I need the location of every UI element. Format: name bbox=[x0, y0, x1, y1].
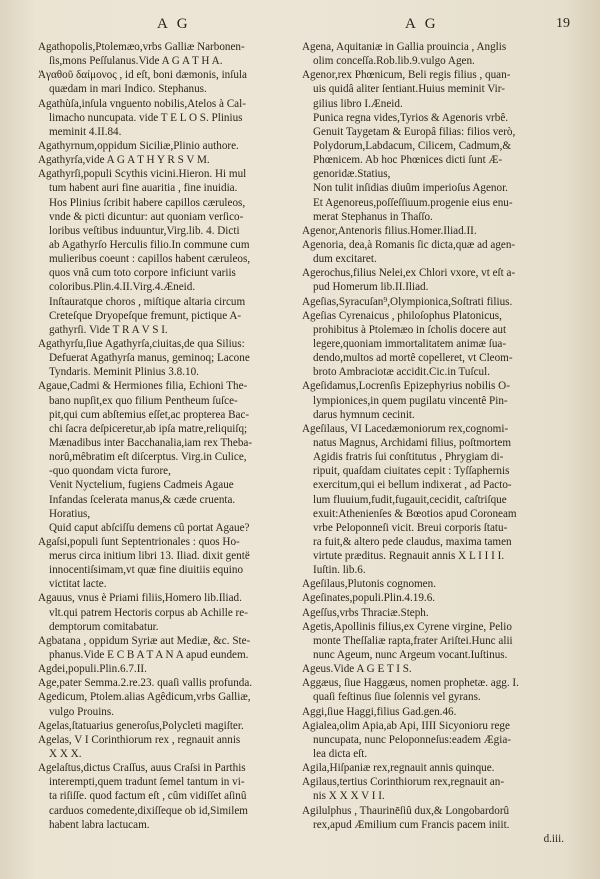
text-line: Aggi,ſiue Haggi,filius Gad.gen.46. bbox=[302, 705, 457, 718]
text-line: Ageus.Vide A G E T I S. bbox=[302, 663, 412, 676]
text-line: norû,mêbratim eſt diſcerptus. Virg.in Culice, bbox=[49, 451, 247, 464]
text-line: exuit:Athenienſes & Bœotios apud Coroneam bbox=[313, 507, 517, 520]
text-line: Non tulit inſidias diuûm imperioſus Agenor. bbox=[313, 182, 508, 195]
text-line: Mænadibus inter Bacchanalia,iam rex Theba- bbox=[49, 436, 253, 449]
text-line: ſis,mons Peſſulanus.Vide A G A T H A. bbox=[49, 55, 223, 68]
text-line: gathyrſi. Vide T R A V S I. bbox=[49, 323, 168, 336]
text-line: Agathùſa,inſula vnguento nobilis,Atelos à Cal- bbox=[38, 97, 246, 110]
text-line: ra fuit,& altero pede claudus, maxima tamen bbox=[313, 535, 512, 548]
text-line: bano nupſit,ex quo filium Pentheum ſuſce- bbox=[49, 394, 238, 407]
left-head-letters: A G bbox=[157, 16, 191, 32]
text-line: darus hymnum cecinit. bbox=[313, 408, 415, 421]
text-line: Agelas, V I Corinthiorum rex , regnauit annis bbox=[38, 733, 241, 746]
text-line: Agelaſtus,dictus Craſſus, auus Craſsi in Parthis bbox=[38, 762, 246, 775]
text-line: Creteſque Dryopeſque fremunt, pictique A- bbox=[49, 309, 242, 322]
text-line: rex,apud Æmilium cum Francis pacem iniit. bbox=[313, 818, 510, 831]
text-line: olim conceſſa.Rob.lib.9.vulgo Agen. bbox=[313, 55, 475, 68]
text-line: Agetis,Apollinis filius,ex Cyrene virgine, Pelio bbox=[302, 620, 512, 633]
text-line: Ageſſus,vrbs Thraciæ.Steph. bbox=[302, 606, 429, 619]
text-line: interempti,quem tradunt ſemel tantum in vi- bbox=[49, 776, 245, 789]
text-line: Inſtauratque choros , miſtique altaria circum bbox=[49, 295, 246, 308]
text-line: Et Agenoreus,poſſeſſiuum.progenie eius enu- bbox=[313, 196, 513, 209]
text-line: pud Homerum lib.II.Iliad. bbox=[313, 281, 429, 294]
text-line: Agenor,rex Phœnicum, Beli regis filius , quan- bbox=[302, 69, 511, 82]
text-line: Age,pater Semma.2.re.23. quaſi vallis profunda. bbox=[38, 677, 253, 690]
text-line: Agathyrſu,ſiue Agathyrſa,ciuitas,de qua Silius: bbox=[38, 337, 245, 350]
right-column bbox=[302, 40, 564, 846]
text-line: merat Stephanus in Thaſſo. bbox=[313, 210, 433, 223]
text-line: genoridæ.Statius, bbox=[313, 168, 391, 181]
text-line: limacho nuncupata. vide T E L O S. Plinius bbox=[49, 111, 243, 124]
text-line: legere,quoniam immortalitatem animæ ſua- bbox=[313, 337, 507, 350]
text-line: gilius libro I.Æneid. bbox=[313, 97, 403, 110]
text-line: nis X X X V I I. bbox=[313, 790, 385, 803]
text-line: Agenor,Antenoris filius.Homer.Iliad.II. bbox=[302, 224, 477, 237]
text-line: Ageſias Cyrenaicus , philoſophus Platonicus, bbox=[302, 309, 502, 322]
text-line: Agedicum, Ptolem.alias Agêdicum,vrbs Galliæ, bbox=[38, 691, 251, 704]
text-line: Agelas,ſtatuarius generoſus,Polycleti magiſter. bbox=[38, 719, 244, 732]
text-line: lympionices,in quem pugilatu vincentê Pin- bbox=[313, 394, 508, 407]
left-column bbox=[38, 40, 302, 832]
right-head-letters: A G bbox=[405, 16, 439, 32]
text-line: vlt.qui patrem Hectoris corpus ab Achille re- bbox=[49, 606, 248, 619]
text-line: Agathyrnum,oppidum Siciliæ,Plinio authore. bbox=[38, 139, 239, 152]
text-line: Ageſidamus,Locrenſis Epizephyrius nobilis O- bbox=[302, 380, 510, 393]
page-number: 19 bbox=[556, 16, 570, 31]
text-line: Iuſtin. lib.6. bbox=[313, 564, 366, 577]
text-line: quaſi feſtinus ſiue ſolennis vel gyrans. bbox=[313, 691, 481, 704]
text-line: quædam in mari Indico. Stephanus. bbox=[49, 83, 207, 96]
text-line: X X X. bbox=[49, 748, 82, 761]
text-line: exercitum,qui ei bellum indixerat , ad Pacto- bbox=[313, 479, 512, 492]
text-line: ta riſiſſe. quod factum eſt , cûm vidiſſet aſinû bbox=[49, 790, 247, 803]
text-line: d.iii. bbox=[543, 832, 564, 845]
text-line: Genuit Taygetam & Europâ filias: filios verò, bbox=[313, 125, 516, 138]
text-line: meminit 4.II.84. bbox=[49, 125, 122, 138]
text-line: chi ſacra deſpiceretur,ab ipſa matre,reliquiſq; bbox=[49, 422, 248, 435]
text-line: Hos Plinius ſcribit habere capillos cæruleos, bbox=[49, 196, 246, 209]
text-line: carduos comedente,dixiſſeque ob id,Similem bbox=[49, 804, 248, 817]
text-line: Phœnicem. Ab hoc Phœnices dicti ſunt Æ- bbox=[313, 154, 503, 167]
text-line: tum habent auri fine auaritia , fine inuidia. bbox=[49, 182, 238, 195]
text-line: Quid caput abſciſſu demens cû portat Agaue? bbox=[49, 521, 250, 534]
text-line: Agilaus,tertius Corinthiorum rex,regnauit an- bbox=[302, 776, 505, 789]
text-line: Agerochus,filius Nelei,ex Chlori vxore, vt eſt a- bbox=[302, 267, 516, 280]
text-line: prohibitus à Ptolemæo in ſcholis docere aut bbox=[313, 323, 507, 336]
text-line: Agbatana , oppidum Syriæ aut Mediæ, &c. Ste- bbox=[38, 634, 251, 647]
text-line: victitat lacte. bbox=[49, 578, 107, 591]
text-line: monte Theſſaliæ rapta,frater Ariſtei.Hunc alii bbox=[313, 634, 513, 647]
text-line: dum excitaret. bbox=[313, 253, 377, 266]
text-line: Ageſinates,populi.Plin.4.19.6. bbox=[302, 592, 436, 605]
text-line: Agaue,Cadmi & Hermiones filia, Echioni The- bbox=[38, 380, 248, 393]
text-line: Agilulphus , Thaurinēſiû dux,& Longobardorû bbox=[302, 804, 510, 817]
text-line: demptorum comitabatur. bbox=[49, 620, 159, 633]
text-line: Ageſilaus,Plutonis cognomen. bbox=[302, 578, 436, 591]
text-line: Agathyrſi,populi Scythis vicini.Hieron. Hi mul bbox=[38, 168, 247, 181]
running-head bbox=[0, 16, 600, 38]
text-line: phanus.Vide E C B A T A N A apud eundem. bbox=[49, 649, 249, 662]
text-line: nunc Ageum, nunc Argeum vocant.Iuſtinus. bbox=[313, 649, 508, 662]
text-line: Punica regna vides,Tyrios & Agenoris vrbê. bbox=[313, 111, 509, 124]
text-line: Ageſias,Syracuſan⁹,Olympionica,Soſtrati filius. bbox=[302, 295, 513, 308]
text-line: Horatius, bbox=[49, 507, 91, 520]
text-line: -quo quondam victa furore, bbox=[49, 465, 171, 478]
text-line: Agathopolis,Ptolemæo,vrbs Galliæ Narbonen- bbox=[38, 41, 245, 53]
text-line: lea dicta eſt. bbox=[313, 748, 368, 761]
text-line: dendo,multos ad mortê copelleret, vt Cleom- bbox=[313, 352, 513, 365]
text-line: Agena, Aquitaniæ in Gallia prouincia , Anglis bbox=[302, 41, 507, 53]
text-line: Agidis fratris ſui conſtitutus , Phrygiam di- bbox=[313, 451, 504, 464]
text-line: Agenoria, dea,à Romanis ſic dicta,quæ ad agen- bbox=[302, 238, 516, 251]
text-line: vrbe Peloponneſi vicit. Breui corporis ſtatu- bbox=[313, 521, 508, 534]
text-line: Polydorum,Labdacum, Cilicem, Cadmum,& bbox=[313, 139, 512, 152]
text-line: quos vnâ cum toto corpore inficiunt variis bbox=[49, 267, 236, 280]
text-line: broto Ambraciotæ accidit.Cic.in Tuſcul. bbox=[313, 366, 490, 379]
text-line: lum fluuium,fudit,fugauit,cecidit, caſtriſque bbox=[313, 493, 507, 506]
text-line: Ageſilaus, VI Lacedæmoniorum rex,cognomi- bbox=[302, 422, 509, 435]
text-line: Defuerat Agathyrſa manus, geminoq; Lacone bbox=[49, 352, 250, 365]
text-line: vulgo Prouins. bbox=[49, 705, 114, 718]
text-line: coloribus.Plin.4.II.Virg.4.Æneid. bbox=[49, 281, 196, 294]
text-line: merus circa initium libri 13. Iliad. dixit gentë bbox=[49, 550, 250, 563]
text-line: Agdei,populi.Plin.6.7.II. bbox=[38, 663, 147, 676]
text-line: vnde & picti dicuntur: aut quoniam verſico- bbox=[49, 210, 244, 223]
text-line: innocentiſsimam,vt quæ fine diuitiis equino bbox=[49, 564, 244, 577]
text-line: Aggæus, ſiue Haggæus, nomen prophetæ. agg. I. bbox=[302, 677, 519, 690]
text-line: Agauus, vnus è Priami filiis,Homero lib.Iliad. bbox=[38, 592, 242, 605]
text-line: pit,qui cum abſtemius eſſet,ac propterea Bac- bbox=[49, 408, 250, 421]
text-line: Agathyrſa,vide A G A T H Y R S V M. bbox=[38, 154, 210, 167]
text-line: natus Magnus, Archidami filius, poſtmortem bbox=[313, 436, 512, 449]
text-line: Tyndaris. Meminit Plinius 3.8.10. bbox=[49, 366, 199, 379]
text-line: uis quidâ aliter ſentiant.Huius meminit Vir- bbox=[313, 83, 505, 96]
text-line: habent labra lactucam. bbox=[49, 818, 150, 831]
text-line: loribus veſtibus induuntur,Virg.lib. 4. Dicti bbox=[49, 224, 240, 237]
text-line: mulieribus coeunt : capillos habent cæruleos, bbox=[49, 253, 251, 266]
text-line: nuncupata, nunc Peloponneſus:eadem Ægia- bbox=[313, 733, 512, 746]
text-line: Ἀγαθοῦ δαίμονος , id eſt, boni dæmonis, inſula bbox=[38, 69, 247, 82]
text-line: virtute præditus. Regnauit annis X L I I I I. bbox=[313, 550, 505, 563]
text-line: Infandas ſcelerata manus,& cæde cruenta. bbox=[49, 493, 236, 506]
text-line: Agialea,olim Apia,ab Api, IIII Sicyonioru rege bbox=[302, 719, 510, 732]
text-line: ab Agathyrſo Herculis filio.In commune cum bbox=[49, 238, 250, 251]
text-line: Agila,Hiſpaniæ rex,regnauit annis quinque. bbox=[302, 762, 495, 775]
text-line: Venit Nyctelium, fugiens Cadmeis Agaue bbox=[49, 479, 234, 492]
text-line: ripuit, quaſdam ciuitates cepit : Tyſſaphernis bbox=[313, 465, 510, 478]
text-line: Agaſsi,populi ſunt Septentrionales : quos Ho- bbox=[38, 535, 240, 548]
